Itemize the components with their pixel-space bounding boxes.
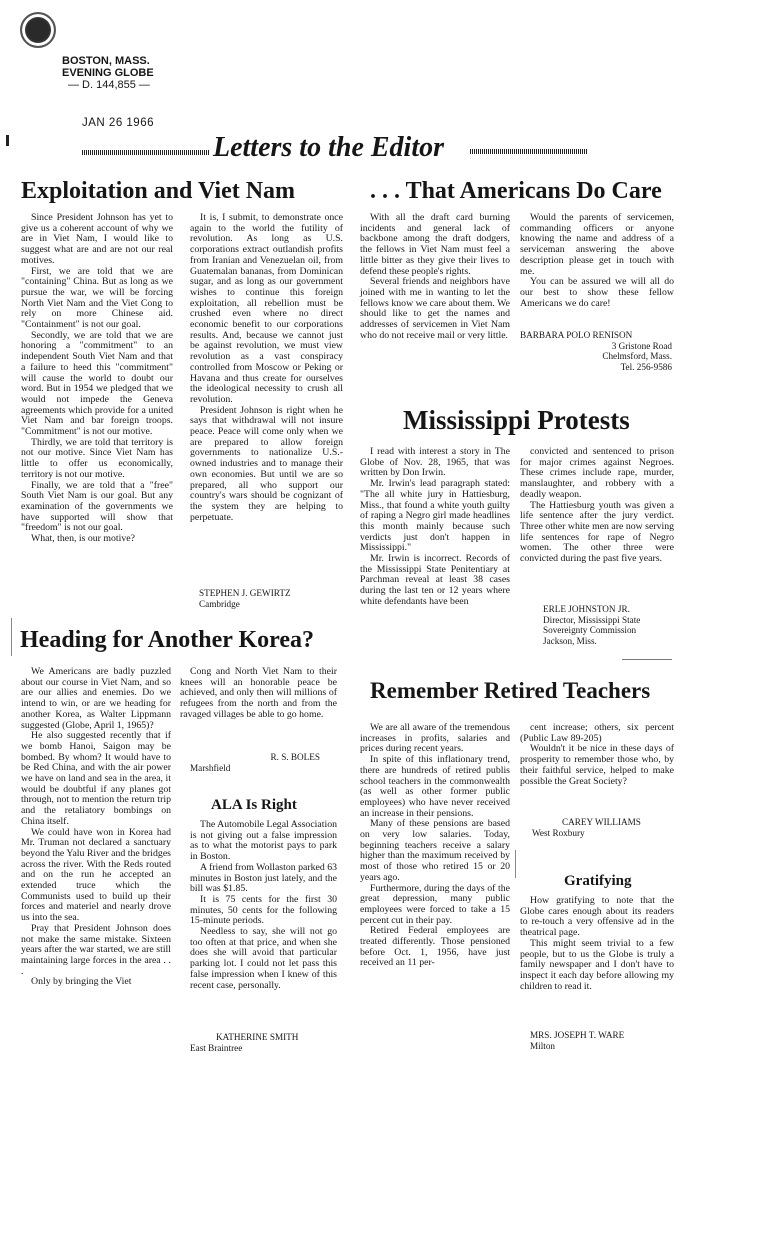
signer-name: KATHERINE SMITH [216, 1032, 299, 1042]
letter-paragraph: How gratifying to note that the Globe cares enough about its readers to re-touch a very offensive ad in the theatrical page. [520, 895, 674, 939]
ala-signature [190, 1032, 336, 1053]
letter-paragraph: Cong and North Viet Nam to their knees will an honorable peace be achieved, and only then will millions of refugees from the north and from the ravaged villages be able to go home. [180, 666, 337, 720]
source-block [62, 55, 154, 91]
letter-paragraph: Finally, we are told that a "free" South Viet Nam is our goal. But any examination of the governments we have supported will show that "freedom" is not our goal. [21, 479, 173, 534]
masthead-rule-right [470, 149, 588, 154]
gratifying-signature [530, 1030, 624, 1051]
signer-name: CAREY WILLIAMS [562, 817, 641, 827]
korea-col-1 [21, 667, 171, 988]
signer-place: East Braintree [190, 1042, 243, 1053]
care-signature [520, 330, 672, 373]
exploitation-col-2 [190, 213, 343, 523]
signer-address-1: 3 Gristone Road [611, 340, 672, 351]
letter-paragraph: Since President Johnson has yet to give us a coherent account of why we are in Viet Nam, I would like to suggest what are and are not our real motives. [21, 212, 173, 266]
korea-left-rule [11, 618, 12, 656]
letter-paragraph: Mr. Irwin's lead paragraph stated: "The all white jury in Hattiesburg, Miss., that found a white youth guilty of raping a Negro girl made headlines this month mainly because such verdicts just don't happen in Mississippi." [360, 478, 510, 554]
korea-signature [190, 752, 336, 773]
retired-col-1 [360, 723, 510, 969]
clipping-date: JAN 26 1966 [82, 117, 154, 129]
letter-paragraph: It is 75 cents for the first 30 minutes, 50 cents for the following 15-minute periods. [190, 893, 337, 927]
letter-paragraph: We are all aware of the tremendous increases in profits, salaries and prices during recent years. [360, 722, 510, 755]
masthead-rule-left [82, 150, 210, 155]
letter-paragraph: With all the draft card burning incidents and general lack of backbone among the draft dodgers, the fellows in Viet Nam must feel a little bitter as they give their lives to defend these people's rights. [360, 212, 510, 277]
letter-paragraph: First, we are told that we are "containing" China. But as long as we pursue the war, we will be forcing North Viet Nam and the Viet Cong to rely on more Chinese aid. "Containment" is not our goal. [21, 265, 173, 331]
ala-body [190, 820, 337, 991]
letter-paragraph: I read with interest a story in The Globe of Nov. 28, 1965, that was written by Don Irwin. [360, 446, 510, 479]
letter-paragraph: Furthermore, during the days of the great depression, many public employees were forced to take a 15 percent cut in their pay. [360, 882, 510, 926]
letter-paragraph: Would the parents of servicemen, commanding officers or anyone knowing the name and address of a serviceman answering the above description please get in touch with me. [520, 212, 674, 277]
signer-name: BARBARA POLO RENISON [520, 330, 633, 340]
signer-place: West Roxbury [532, 827, 585, 838]
retired-signature [532, 817, 641, 838]
signer-title-1: Director, Mississippi State [543, 614, 641, 625]
headline-exploitation: Exploitation and Viet Nam [21, 178, 296, 204]
gratifying-left-rule [515, 850, 516, 878]
korea-col-2 [180, 667, 337, 721]
mississippi-signature [543, 604, 640, 647]
letter-paragraph: President Johnson is right when he says that withdrawal will not insure peace. Peace will come only when we are prepared to allow foreign governments to nationalize U.S.-owned industries and to manage their own economies. But until we are so prepared, all who support our country's wars should be cognizant of the system they are helping to perpetuate. [190, 404, 343, 523]
letter-paragraph: He also suggested recently that if we bomb Hanoi, Saigon may be bombed. By whom? It would have to be Red China, and with the air power we have on land and sea in the area, it would be doubtful if any planes got through, not to mention the return trip and the retaliatory bombings on China itself. [21, 730, 171, 827]
letter-paragraph: You can be assured we will all do our best to show these fellow Americans we do care! [520, 276, 674, 309]
headline-mississippi: Mississippi Protests [403, 405, 630, 435]
letter-paragraph: Retired Federal employees are treated differently. Those pensioned before Oct. 1, 1956, have just received an 11 per- [360, 925, 510, 969]
signer-address-3: Tel. 256-9586 [620, 362, 672, 373]
letter-paragraph: Several friends and neighbors have joined with me in wanting to let the fellows know we care about them. We should like to get the names and addresses of servicemen in Viet Nam who do not receive mail or very little. [360, 276, 510, 341]
signer-address-2: Chelmsford, Mass. [602, 351, 672, 362]
letter-paragraph: Many of these pensions are based on very low salaries. Today, beginning teachers receive a salary higher than the maximum received by most of those who retired 15 or 20 years ago. [360, 818, 510, 883]
letter-paragraph: We could have won in Korea had Mr. Truman not declared a sanctuary beyond the Yalu River and the bridges across the river. With the Reds routed and on the run he accepted an extended truce which the Communists used to build up their forces and materiel and nearly drove us into the sea. [21, 826, 171, 924]
signer-place: Milton [530, 1040, 556, 1051]
exploitation-col-1 [21, 213, 173, 545]
letter-paragraph: cent increase; others, six percent (Public Law 89-205) [520, 722, 674, 744]
letter-paragraph: convicted and sentenced to prison for major crimes against Negroes. These crimes include rape, murder, manslaughter, and robbery with a deadly weapon. [520, 446, 674, 500]
letter-paragraph: In spite of this inflationary trend, there are hundreds of retired publis school teachers in the commonwealth (as well as other former public employees) who have never received an increase in their pensions. [360, 754, 510, 819]
retired-col-2 [520, 723, 674, 787]
mississippi-col-1 [360, 447, 510, 608]
source-city: BOSTON, MASS. [62, 55, 150, 67]
headline-gratifying: Gratifying [564, 873, 632, 889]
signer-place: Marshfield [190, 762, 231, 773]
care-col-1 [360, 213, 510, 341]
mississippi-col-2 [520, 447, 674, 565]
letter-paragraph: It is, I submit, to demonstrate once again to the world the futility of revolution. As long as U.S. corporations extract outlandish profits from Iranian and Venezuelan oil, from Guatemalan bananas, from Dominican sugar, and as long as our government wishes to continue this foreign exploitation, all rebellion must be crushed even where no direct economic benefit to our corporations results. And, because we cannot just be against revolution, we must view revolution as a vast conspiracy controlled from Moscow or Peking or Havana and thus create for ourselves the ideological necessity to crush all revolution. [190, 212, 343, 405]
letter-paragraph: The Hattiesburg youth was given a life sentence after the jury verdict. Three other white men are now serving life sentences for rape of Negro women. The other three were convicted during the past five years. [520, 499, 674, 565]
retired-top-rule [622, 659, 672, 660]
letter-paragraph: We Americans are badly puzzled about our course in Viet Nam, and so are our allies and enemies. Do we intend to win, or are we heading for another Korea, as Walter Lippmann suggested (Globe, April 1, 1965)? [21, 666, 171, 731]
signer-name: MRS. JOSEPH T. WARE [530, 1030, 625, 1040]
signer-name: R. S. BOLES [270, 752, 320, 762]
signer-place: Jackson, Miss. [543, 636, 597, 647]
letter-paragraph: Wouldn't it be nice in these days of prosperity to remember those who, by their faithful service, helped to make possible the Great Society? [520, 743, 674, 787]
letter-paragraph: Mr. Irwin is incorrect. Records of the Mississippi State Penitentiary at Parchman reveal at least 38 cases during the last ten or 12 years where white defendants have been [360, 553, 510, 607]
clipping-service-seal-icon [20, 12, 56, 48]
source-circulation: — D. 144,855 — [68, 79, 150, 91]
section-title: Letters to the Editor [213, 132, 444, 163]
signer-title-2: Sovereignty Commission [543, 625, 637, 636]
headline-care: . . . That Americans Do Care [370, 178, 662, 204]
letter-paragraph: What, then, is our motive? [31, 533, 135, 545]
letter-paragraph: Secondly, we are told that we are honoring a "commitment" to an independent South Viet Nam and that a failure to heed this "commitment" will cause the world to doubt our word. But in 1954 we pledged that we would not impede the Geneva agreements which provide for a united Viet Nam and bar foreign troops. "Commitment" is not our motive. [21, 329, 173, 438]
care-col-2 [520, 213, 674, 309]
exploitation-signature [199, 588, 291, 609]
letter-paragraph: Only by bringing the Viet [31, 976, 132, 988]
margin-mark [6, 135, 9, 146]
signer-name: STEPHEN J. GEWIRTZ [199, 588, 291, 598]
letter-paragraph: The Automobile Legal Association is not giving out a false impression as to what the motorist pays to park in Boston. [190, 819, 337, 863]
headline-korea: Heading for Another Korea? [20, 627, 314, 653]
letter-paragraph: This might seem trivial to a few people, but to us the Globe is truly a family newspaper and I don't have to inspect it each day before allowing my children to read it. [520, 937, 674, 992]
letter-paragraph: Needless to say, she will not go too often at that price, and when she does she will avoid that particular parking lot. I could not let pass this false impression when I knew of this recent case, personally. [190, 926, 337, 991]
signer-place: Cambridge [199, 598, 240, 609]
headline-retired: Remember Retired Teachers [370, 678, 651, 703]
letter-paragraph: Thirdly, we are told that territory is not our motive. Since Viet Nam has little to offer us economically, territory is not our motive. [21, 436, 173, 480]
letter-paragraph: Pray that President Johnson does not make the same mistake. Sixteen years after the war started, we are still maintaining large forces in the area . . . [21, 922, 171, 977]
signer-name: ERLE JOHNSTON JR. [543, 604, 630, 614]
gratifying-body [520, 896, 674, 992]
source-paper: EVENING GLOBE [62, 67, 154, 79]
headline-ala: ALA Is Right [211, 797, 297, 813]
letter-paragraph: A friend from Wollaston parked 63 minutes in Boston just lately, and the bill was $1.85. [190, 861, 337, 895]
